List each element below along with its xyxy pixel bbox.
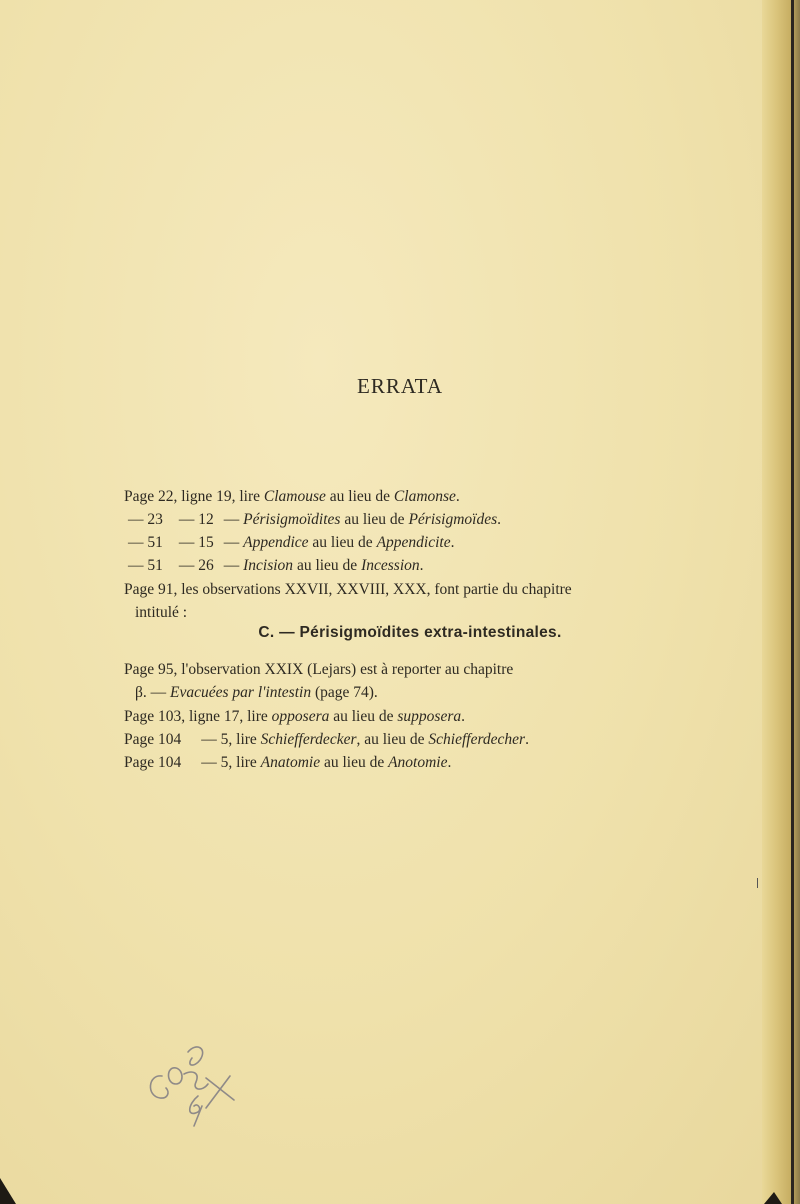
- errata-line-11: Page 104 — 5, lire Anatomie au lieu de Anotomie.: [124, 754, 452, 771]
- errata-line-4: — 51 — 26 — Incision au lieu de Incession.: [128, 557, 424, 574]
- page-edge: [791, 0, 794, 1204]
- handwritten-signature: [140, 1038, 270, 1128]
- errata-line-9: Page 103, ligne 17, lire opposera au lieu de supposera.: [124, 708, 465, 725]
- errata-line-10: Page 104 — 5, lire Schiefferdecker, au lieu de Schiefferdecher.: [124, 731, 529, 748]
- errata-title: ERRATA: [357, 374, 443, 398]
- stray-mark: [757, 878, 758, 888]
- page-spine-shadow: [762, 0, 800, 1204]
- errata-line-3: — 51 — 15 — Appendice au lieu de Appendicite.: [128, 534, 455, 551]
- errata-line-6: intitulé :: [135, 604, 188, 621]
- corner-shadow-right: [762, 1190, 782, 1204]
- errata-line-8: β. — Evacuées par l'intestin (page 74).: [135, 684, 378, 701]
- chapter-heading: C. — Périsigmoïdites extra-intestinales.: [258, 624, 562, 641]
- errata-line-1: Page 22, ligne 19, lire Clamouse au lieu de Clamonse.: [124, 488, 460, 505]
- errata-line-7: Page 95, l'observation XXIX (Lejars) est à reporter au chapitre: [124, 661, 514, 678]
- corner-shadow-left: [0, 1178, 20, 1204]
- errata-line-5: Page 91, les observations XXVII, XXVIII, XXX, font partie du chapitre: [124, 581, 572, 598]
- errata-line-2: — 23 — 12 — Périsigmoïdites au lieu de Périsigmoïdes.: [128, 511, 502, 528]
